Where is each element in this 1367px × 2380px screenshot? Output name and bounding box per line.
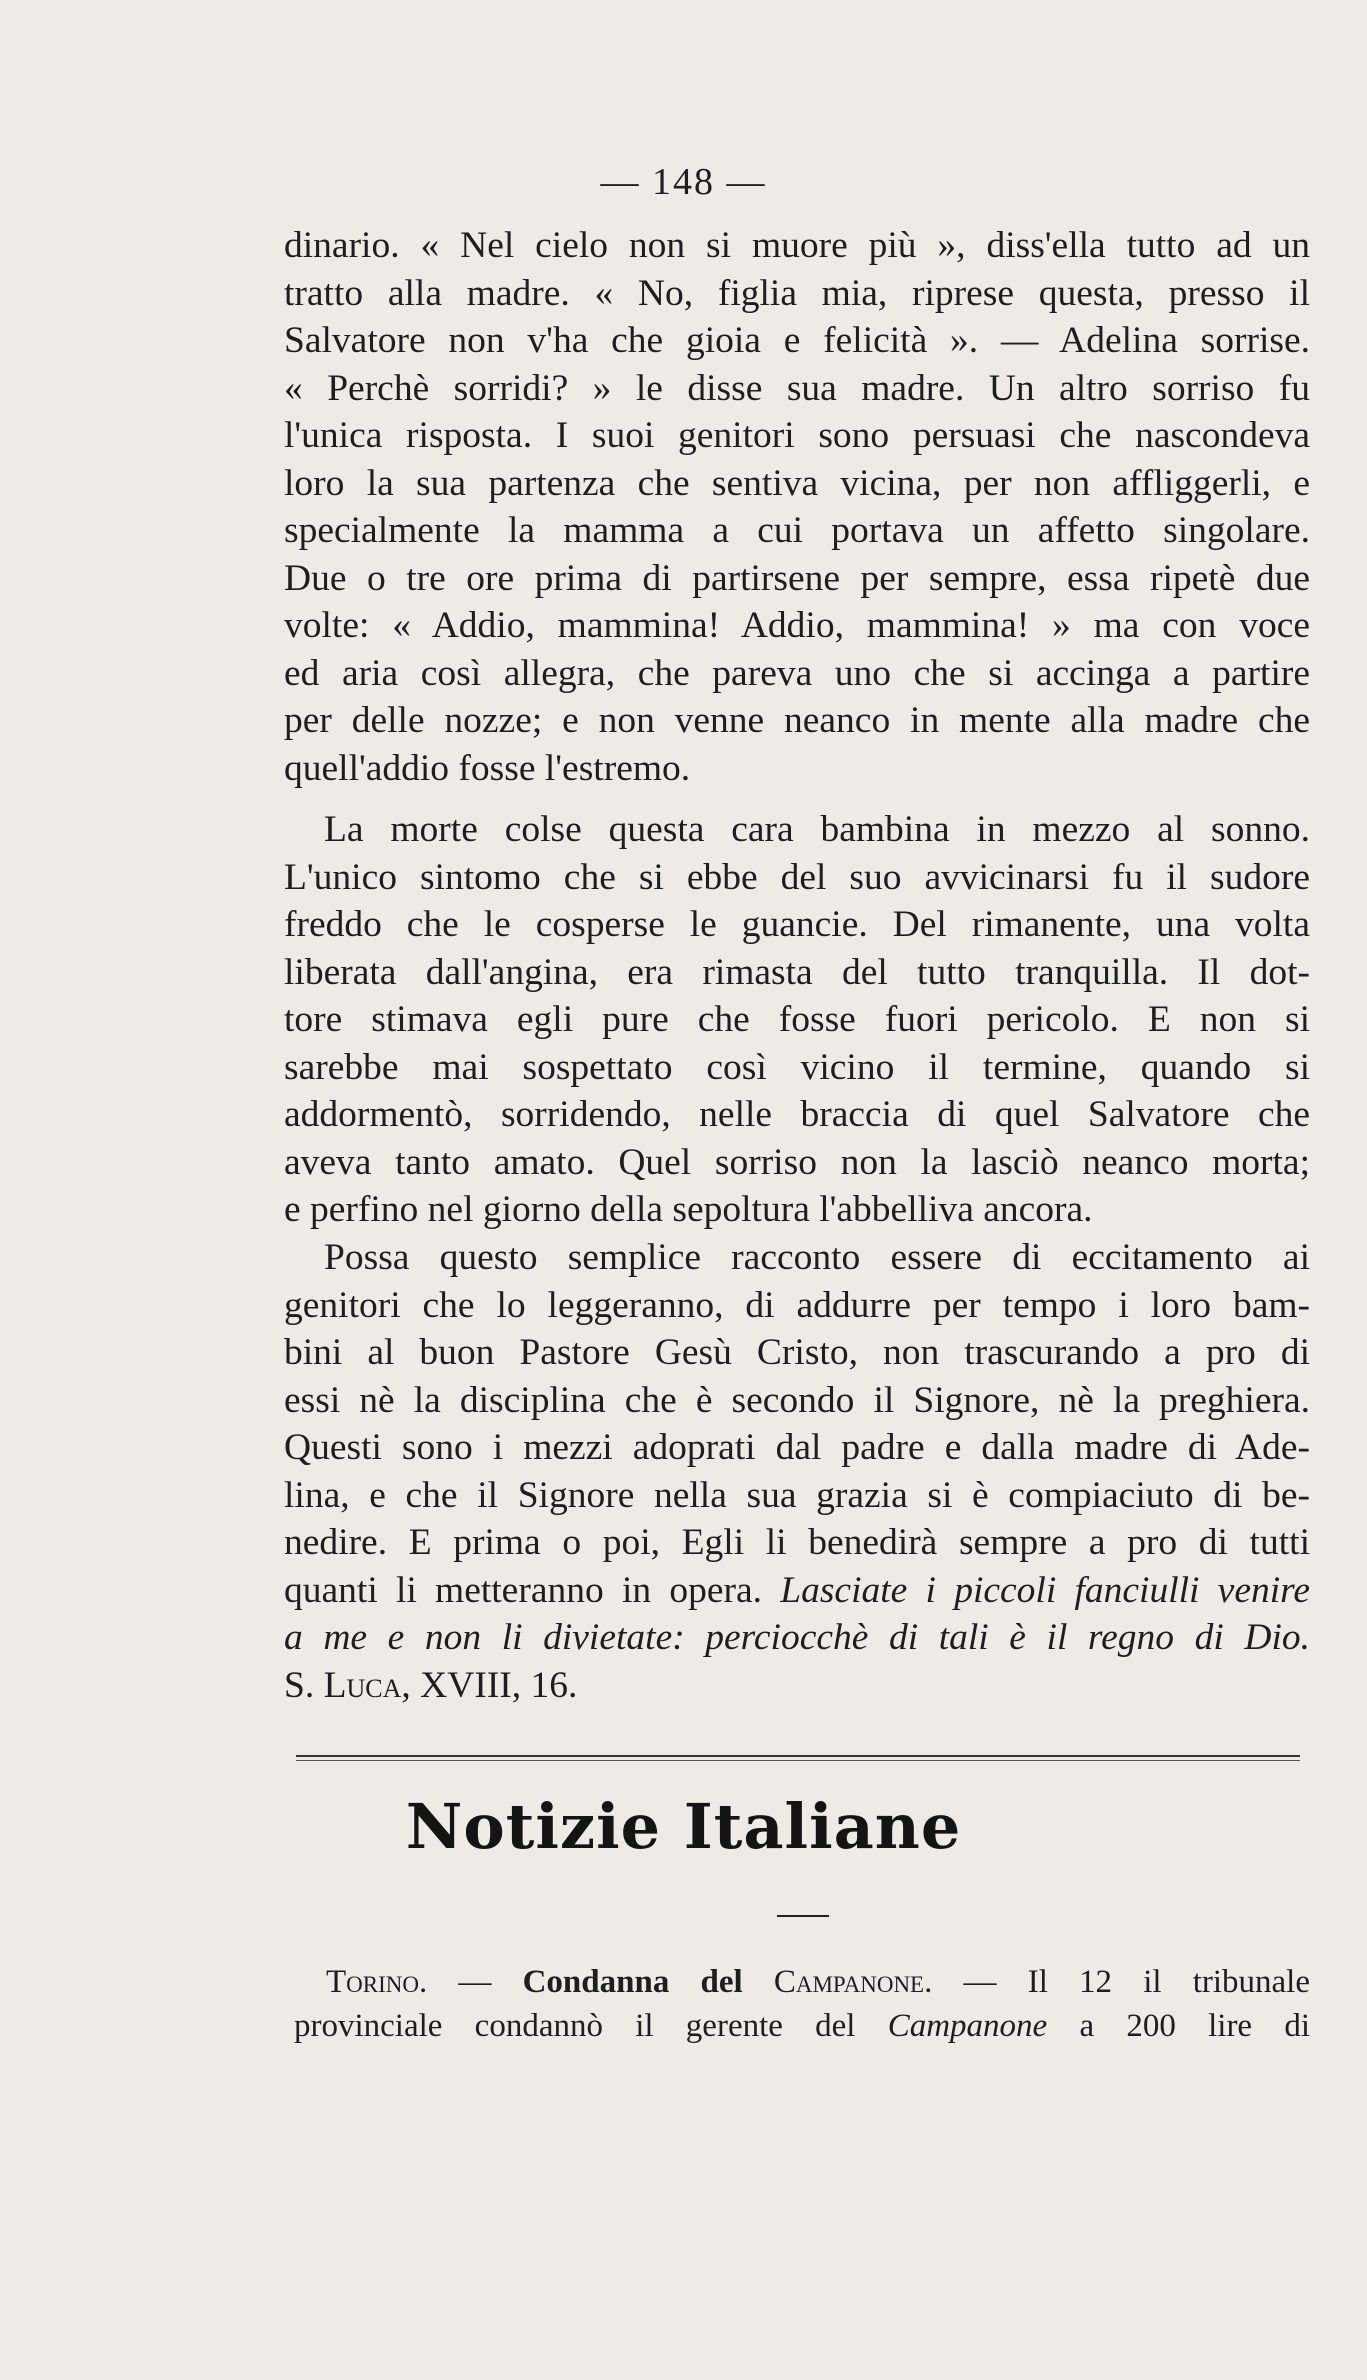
- text-line: sarebbe mai sospettato così vicino il termine, quando si: [284, 1046, 1310, 1088]
- text-line: freddo che le cosperse le guancie. Del rimanente, una volta: [284, 904, 1310, 945]
- text-line: aveva tanto amato. Quel sorriso non la lasciò neanco morta;: [284, 1141, 1310, 1183]
- text-line: ed aria così allegra, che pareva uno che si accinga a partire: [284, 652, 1310, 694]
- news-dash: —: [963, 1964, 997, 2000]
- text-line: per delle nozze; e non venne neanco in mente alla madre che: [284, 700, 1310, 741]
- citation-reference: , XVIII, 16.: [401, 1664, 578, 1706]
- news-item: [294, 1960, 1310, 2048]
- bible-quote: Lasciate i piccoli fanciulli venire: [780, 1569, 1310, 1611]
- text-span: quanti li metteranno in opera.: [284, 1569, 762, 1611]
- text-line: tore stimava egli pure che fosse fuori pericolo. E non si: [284, 999, 1310, 1040]
- text-line: genitori che lo leggeranno, di addurre per tempo i loro bam-: [284, 1284, 1310, 1326]
- paragraph-2: [284, 806, 1310, 1234]
- bible-citation: [284, 1662, 1310, 1710]
- text-line: [294, 1960, 1310, 2004]
- text-line: Possa questo semplice racconto essere di eccitamento ai: [324, 1237, 1310, 1278]
- text-line: bini al buon Pastore Gesù Cristo, non trascurando a pro di: [284, 1332, 1310, 1373]
- title-underline: [777, 1915, 829, 1917]
- text-line: L'unico sintomo che si ebbe del suo avvicinarsi fu il sudore: [284, 856, 1310, 898]
- text-line: [284, 1567, 1310, 1615]
- citation-book: Luca: [323, 1664, 402, 1706]
- text-line: volte: « Addio, mammina! Addio, mammina! » ma con voce: [284, 605, 1310, 646]
- news-text: provinciale condannò il gerente del: [294, 2008, 856, 2044]
- text-line: lina, e che il Signore nella sua grazia si è compiaciuto di be-: [284, 1474, 1310, 1516]
- news-text: Il 12 il tribunale: [1027, 1964, 1310, 2000]
- text-line: Due o tre ore prima di partirsene per sempre, essa ripetè due: [284, 557, 1310, 599]
- citation-saint: S.: [284, 1664, 315, 1706]
- text-line: nedire. E prima o poi, Egli li benedirà sempre a pro di tutti: [284, 1522, 1310, 1563]
- text-line: tratto alla madre. « No, figlia mia, riprese questa, presso il: [284, 272, 1310, 314]
- section-divider: [296, 1755, 1300, 1757]
- news-headline: Condanna del: [522, 1964, 743, 2000]
- text-line: [294, 2004, 1310, 2048]
- news-headline-name: Campanone.: [773, 1964, 933, 2000]
- text-line: essi nè la disciplina che è secondo il Signore, nè la preghiera.: [284, 1379, 1310, 1421]
- text-line: « Perchè sorridi? » le disse sua madre. Un altro sorriso fu: [284, 367, 1310, 409]
- text-line: specialmente la mamma a cui portava un affetto singolare.: [284, 510, 1310, 551]
- section-title: Notizie Italiane: [405, 1790, 962, 1863]
- bible-quote: a me e non li divietate: perciocchè di tali è il regno di Dio.: [284, 1617, 1310, 1658]
- text-line: loro la sua partenza che sentiva vicina, per non affliggerli, e: [284, 462, 1310, 504]
- text-line: liberata dall'angina, era rimasta del tutto tranquilla. Il dot-: [284, 951, 1310, 993]
- text-line: e perfino nel giorno della sepoltura l'abbelliva ancora.: [284, 1189, 1093, 1230]
- text-line: addormentò, sorridendo, nelle braccia di quel Salvatore che: [284, 1094, 1310, 1135]
- news-text: a 200 lire di: [1079, 2008, 1310, 2044]
- text-line: Questi sono i mezzi adoprati dal padre e dalla madre di Ade-: [284, 1427, 1310, 1468]
- page-number: — 148 —: [600, 161, 767, 203]
- text-line: La morte colse questa cara bambina in mezzo al sonno.: [324, 809, 1310, 850]
- paragraph-1: [284, 222, 1310, 792]
- text-line: quell'addio fosse l'estremo.: [284, 747, 691, 789]
- paragraph-3: [284, 1234, 1310, 1709]
- text-line: Salvatore non v'ha che gioia e felicità ». — Adelina sorrise.: [284, 320, 1310, 361]
- text-line: dinario. « Nel cielo non si muore più », diss'ella tutto ad un: [284, 225, 1310, 266]
- news-newspaper: Campanone: [887, 2008, 1048, 2044]
- news-dash: —: [458, 1964, 492, 2000]
- text-line: l'unica risposta. I suoi genitori sono persuasi che nascondeva: [284, 415, 1310, 456]
- news-city: Torino.: [326, 1964, 428, 2000]
